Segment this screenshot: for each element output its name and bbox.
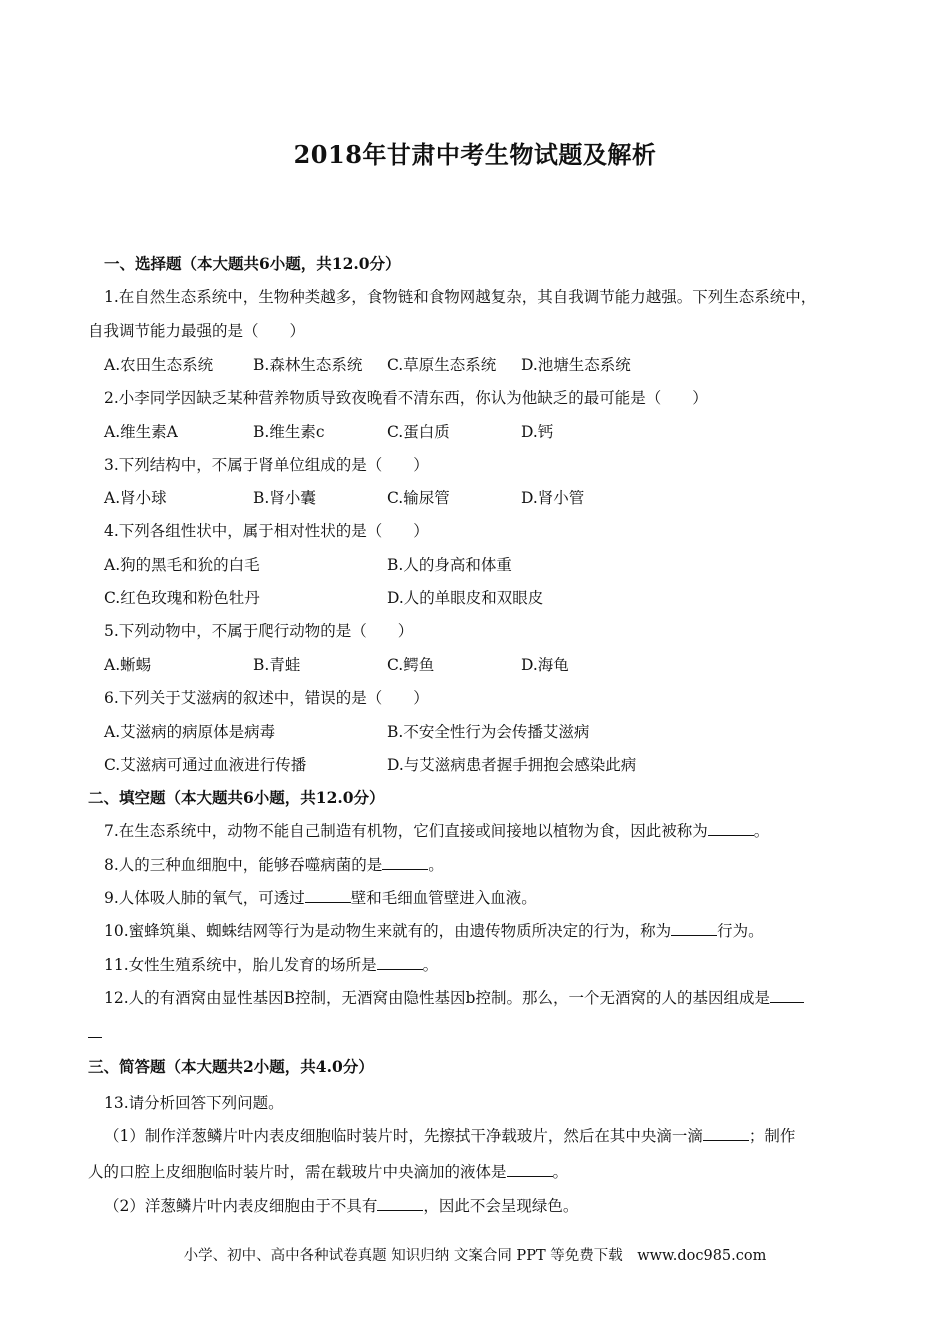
q1-option-c: C.草原生态系统	[387, 356, 497, 374]
q6-option-c: C.艾滋病可通过血液进行传播	[104, 756, 307, 774]
question-13-part-2	[104, 1195, 578, 1217]
question-12	[104, 987, 804, 1009]
question-13-part-1-text-3: 人的口腔上皮细胞临时装片时，需在载玻片中央滴加的液体是	[88, 1163, 507, 1181]
page-title: 2018年甘肃中考生物试题及解析	[293, 140, 657, 169]
question-1-line-1: 1.在自然生态系统中，生物种类越多，食物链和食物网越复杂，其自我调节能力越强。下列生态系统中，	[104, 288, 817, 306]
q5-option-d: D.海龟	[521, 656, 569, 674]
answer-blank	[708, 821, 754, 836]
q5-option-b: B.青蛙	[253, 656, 301, 674]
question-13-part-1-text-2: ；制作	[748, 1127, 796, 1145]
question-10	[104, 920, 764, 942]
question-11-text: 11.女性生殖系统中，胎儿发育的场所是	[104, 956, 377, 974]
question-11	[104, 954, 438, 976]
question-5: 5.下列动物中，不属于爬行动物的是（ ）	[104, 622, 414, 640]
answer-blank	[703, 1126, 749, 1141]
answer-blank	[377, 1196, 423, 1211]
question-9-end: 壁和毛细血管壁进入血液。	[350, 889, 537, 907]
q5-option-c: C.鳄鱼	[387, 656, 435, 674]
section-title-fill-blank: 二、填空题（本大题共6小题，共12.0分）	[88, 788, 385, 807]
q3-option-c: C.输尿管	[387, 489, 450, 507]
q1-option-a: A.农田生态系统	[104, 356, 214, 374]
question-13-part-1-line-2	[88, 1161, 568, 1183]
q1-option-d: D.池塘生态系统	[521, 356, 631, 374]
question-12-text: 12.人的有酒窝由显性基因B控制，无酒窝由隐性基因b控制。那么，一个无酒窝的人的基因组成是	[104, 989, 770, 1007]
section-title-choice: 一、选择题（本大题共6小题，共12.0分）	[104, 254, 401, 273]
q4-option-b: B.人的身高和体重	[387, 556, 512, 574]
question-8	[104, 854, 444, 876]
q6-option-a: A.艾滋病的病原体是病毒	[104, 723, 276, 741]
question-4: 4.下列各组性状中，属于相对性状的是（ ）	[104, 522, 429, 540]
q2-option-d: D.钙	[521, 423, 554, 441]
q2-option-c: C.蛋白质	[387, 423, 450, 441]
question-8-text: 8.人的三种血细胞中，能够吞噬病菌的是	[104, 856, 383, 874]
q2-option-a: A.维生素A	[104, 423, 178, 441]
question-13-part-1-text: （1）制作洋葱鳞片叶内表皮细胞临时装片时，先擦拭干净载玻片，然后在其中央滴一滴	[104, 1127, 703, 1145]
question-7	[104, 820, 769, 842]
q3-option-b: B.肾小囊	[253, 489, 316, 507]
question-8-end: 。	[428, 856, 444, 874]
question-10-text: 10.蜜蜂筑巢、蜘蛛结网等行为是动物生来就有的，由遗传物质所决定的行为，称为	[104, 922, 672, 940]
question-13-part-1-line-1	[104, 1125, 795, 1147]
q6-option-d: D.与艾滋病患者握手拥抱会感染此病	[387, 756, 637, 774]
answer-blank	[382, 855, 428, 870]
page-footer: 小学、初中、高中各种试卷真题 知识归纳 文案合同 PPT 等免费下载 www.doc985.com	[183, 1248, 767, 1264]
question-7-text: 7.在生态系统中，动物不能自己制造有机物，它们直接或间接地以植物为食，因此被称为	[104, 822, 708, 840]
answer-blank-continued	[88, 1037, 102, 1038]
q1-option-b: B.森林生态系统	[253, 356, 363, 374]
answer-blank	[671, 921, 717, 936]
question-10-end: 行为。	[717, 922, 764, 940]
question-9	[104, 887, 537, 909]
q2-option-b: B.维生素c	[253, 423, 325, 441]
section-title-short-answer: 三、简答题（本大题共2小题，共4.0分）	[88, 1057, 374, 1076]
question-6: 6.下列关于艾滋病的叙述中，错误的是（ ）	[104, 689, 429, 707]
answer-blank	[507, 1162, 553, 1177]
question-13: 13.请分析回答下列问题。	[104, 1094, 284, 1112]
q4-option-d: D.人的单眼皮和双眼皮	[387, 589, 544, 607]
question-9-text: 9.人体吸人肺的氧气，可透过	[104, 889, 305, 907]
answer-blank	[377, 955, 423, 970]
question-2: 2.小李同学因缺乏某种营养物质导致夜晚看不清东西，你认为他缺乏的最可能是（ ）	[104, 389, 708, 407]
question-13-part-2-text: （2）洋葱鳞片叶内表皮细胞由于不具有	[104, 1197, 378, 1215]
question-13-part-2-end: ，因此不会呈现绿色。	[423, 1197, 579, 1215]
question-11-end: 。	[422, 956, 439, 974]
question-1-line-2: 自我调节能力最强的是（ ）	[88, 322, 306, 340]
q5-option-a: A.蜥蜴	[104, 656, 152, 674]
q4-option-a: A.狗的黑毛和狁的白毛	[104, 556, 260, 574]
question-13-part-1-end: 。	[552, 1163, 569, 1181]
question-7-end: 。	[753, 822, 770, 840]
answer-blank	[305, 888, 351, 903]
answer-blank	[770, 988, 804, 1003]
q4-option-c: C.红色玫瑰和粉色牡丹	[104, 589, 260, 607]
q3-option-a: A.肾小球	[104, 489, 167, 507]
q6-option-b: B.不安全性行为会传播艾滋病	[387, 723, 590, 741]
q3-option-d: D.肾小管	[521, 489, 585, 507]
question-3: 3.下列结构中，不属于肾单位组成的是（ ）	[104, 456, 429, 474]
